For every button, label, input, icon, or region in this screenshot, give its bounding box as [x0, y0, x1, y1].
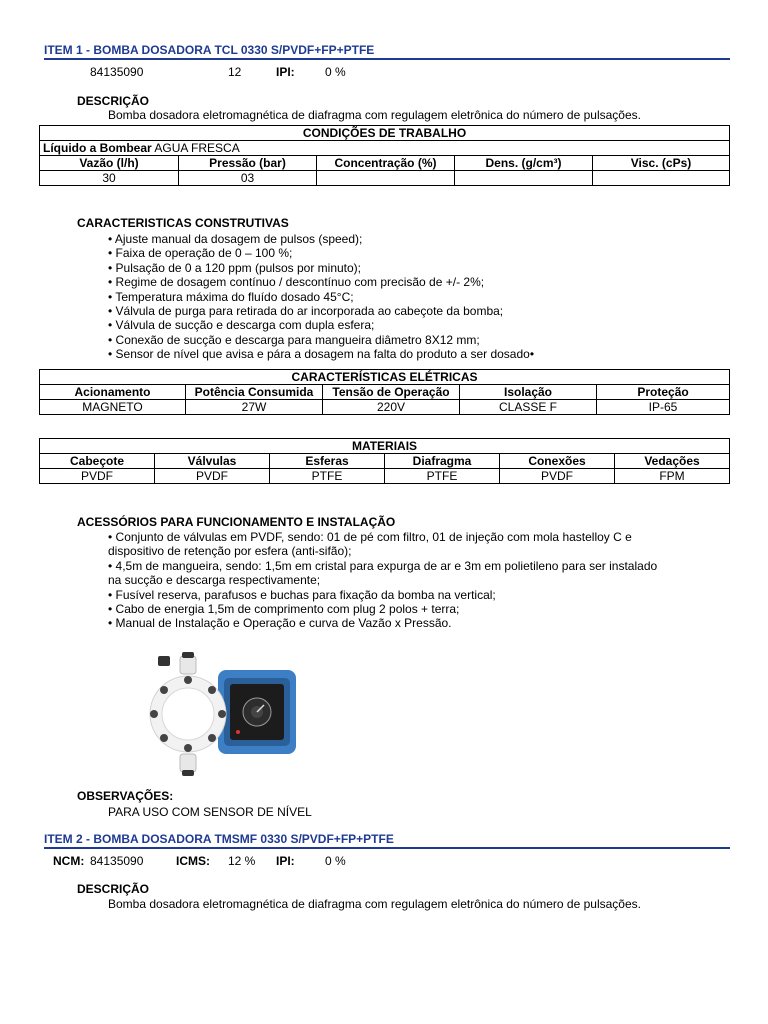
eletricas-cell: IP-65: [597, 400, 730, 415]
pump-head-inner: [162, 688, 214, 740]
materiais-col: Diafragma: [385, 454, 500, 469]
materiais-col: Vedações: [615, 454, 730, 469]
list-item: • Cabo de energia 1,5m de comprimento com plug 2 polos + terra;: [108, 602, 460, 617]
condicoes-header: CONDIÇÕES DE TRABALHO: [40, 126, 730, 141]
eletricas-col: Proteção: [597, 385, 730, 400]
eletricas-cell: 220V: [323, 400, 460, 415]
condicoes-cell: 03: [179, 171, 317, 186]
list-item: • Conexão de sucção e descarga para mangueira diâmetro 8X12 mm;: [108, 332, 480, 347]
list-item: • Temperatura máxima do fluído dosado 45°C;: [108, 289, 354, 304]
condicoes-col: Pressão (bar): [179, 156, 317, 171]
list-item: • Pulsação de 0 a 120 ppm (pulsos por minuto);: [108, 260, 362, 275]
condicoes-col: Dens. (g/cm³): [455, 156, 593, 171]
list-item: • Manual de Instalação e Operação e curva de Vazão x Pressão.: [108, 616, 452, 631]
item2-descricao-label: DESCRIÇÃO: [77, 882, 150, 896]
materiais-cell: PVDF: [40, 469, 155, 484]
list-item: dispositivo de retenção por esfera (anti-sifão);: [108, 544, 352, 559]
list-item: • Ajuste manual da dosagem de pulsos (speed);: [108, 232, 363, 246]
item1-descricao-label: DESCRIÇÃO: [77, 94, 150, 108]
eletricas-col: Potência Consumida: [186, 385, 323, 400]
list-item: • Sensor de nível que avisa e pára a dosagem na falta do produto a ser dosado•: [108, 347, 535, 362]
condicoes-cell: 30: [40, 171, 179, 186]
condicoes-cell: [593, 171, 730, 186]
materiais-col: Esferas: [270, 454, 385, 469]
eletricas-header: CARACTERÍSTICAS ELÉTRICAS: [40, 370, 730, 385]
list-item: • Regime de dosagem contínuo / descontínuo com precisão de +/- 2%;: [108, 275, 485, 290]
materiais-cell: FPM: [615, 469, 730, 484]
observacoes-text: PARA USO COM SENSOR DE NÍVEL: [108, 805, 312, 819]
list-item: na sucção e descarga respectivamente;: [108, 573, 321, 588]
item2-icms-value: 12 %: [228, 854, 256, 868]
materiais-col: Conexões: [500, 454, 615, 469]
list-item: • Válvula de purga para retirada do ar incorporada ao cabeçote da bomba;: [108, 304, 504, 319]
led-icon: [236, 730, 240, 734]
list-item: • Conjunto de válvulas em PVDF, sendo: 01 de pé com filtro, 01 de injeção com mola hastelloy C e: [108, 530, 632, 544]
materiais-col: Cabeçote: [40, 454, 155, 469]
list-item: • 4,5m de mangueira, sendo: 1,5m em cristal para expurga de ar e 3m em polietileno para ser instalado: [108, 558, 658, 573]
list-item: • Faixa de operação de 0 – 100 %;: [108, 246, 293, 261]
item1-descricao-text: Bomba dosadora eletromagnética de diafragma com regulagem eletrônica do número de pulsações.: [108, 108, 641, 122]
item2-ncm-value: 84135090: [90, 854, 144, 868]
discharge-valve: [180, 656, 196, 674]
purge-valve-icon: [158, 656, 170, 666]
suction-valve-cap: [182, 770, 194, 776]
list-item: • Fusível reserva, parafusos e buchas para fixação da bomba na vertical;: [108, 587, 496, 602]
eletricas-cell: CLASSE F: [460, 400, 597, 415]
item2-ncm-label: NCM:: [53, 854, 85, 868]
dosing-pump-image: [140, 650, 300, 778]
condicoes-col: Vazão (l/h): [40, 156, 179, 171]
materiais-header: MATERIAIS: [40, 439, 730, 454]
acessorios-label: ACESSÓRIOS PARA FUNCIONAMENTO E INSTALAÇÃO: [77, 515, 396, 529]
materiais-cell: PVDF: [155, 469, 270, 484]
condicoes-col: Concentração (%): [317, 156, 455, 171]
liquido-label: Líquido a Bombear: [43, 141, 152, 155]
liquido-value: AGUA FRESCA: [154, 141, 240, 155]
eletricas-col: Isolação: [460, 385, 597, 400]
item2-ipi-value: 0 %: [325, 854, 346, 868]
caracteristicas-list: [108, 232, 728, 362]
materiais-table: [39, 438, 730, 484]
condicoes-cell: [455, 171, 593, 186]
item1-icms-value: 12: [228, 65, 242, 79]
eletricas-col: Acionamento: [40, 385, 186, 400]
caracteristicas-label: CARACTERISTICAS CONSTRUTIVAS: [77, 216, 289, 230]
item1-ipi-value: 0 %: [325, 65, 346, 79]
materiais-cell: PTFE: [270, 469, 385, 484]
eletricas-cell: 27W: [186, 400, 323, 415]
eletricas-table: [39, 369, 730, 415]
item2-icms-label: ICMS:: [176, 854, 210, 868]
eletricas-cell: MAGNETO: [40, 400, 186, 415]
item2-ipi-label: IPI:: [276, 854, 295, 868]
discharge-valve-cap: [182, 652, 194, 658]
condicoes-table: [39, 125, 730, 186]
materiais-col: Válvulas: [155, 454, 270, 469]
item1-ipi-label: IPI:: [276, 65, 295, 79]
item2-title: ITEM 2 - BOMBA DOSADORA TMSMF 0330 S/PVDF+FP+PTFE: [44, 832, 730, 849]
acessorios-list: [108, 530, 728, 631]
observacoes-label: OBSERVAÇÕES:: [77, 789, 174, 803]
item1-title: ITEM 1 - BOMBA DOSADORA TCL 0330 S/PVDF+FP+PTFE: [44, 43, 730, 60]
liquido-row: [40, 141, 730, 156]
list-item: • Válvula de sucção e descarga com dupla esfera;: [108, 318, 375, 333]
materiais-cell: PVDF: [500, 469, 615, 484]
item1-ncm-value: 84135090: [90, 65, 144, 79]
materiais-cell: PTFE: [385, 469, 500, 484]
item2-descricao-text: Bomba dosadora eletromagnética de diafragma com regulagem eletrônica do número de pulsações.: [108, 897, 641, 911]
condicoes-cell: [317, 171, 455, 186]
suction-valve: [180, 754, 196, 772]
condicoes-col: Visc. (cPs): [593, 156, 730, 171]
eletricas-col: Tensão de Operação: [323, 385, 460, 400]
